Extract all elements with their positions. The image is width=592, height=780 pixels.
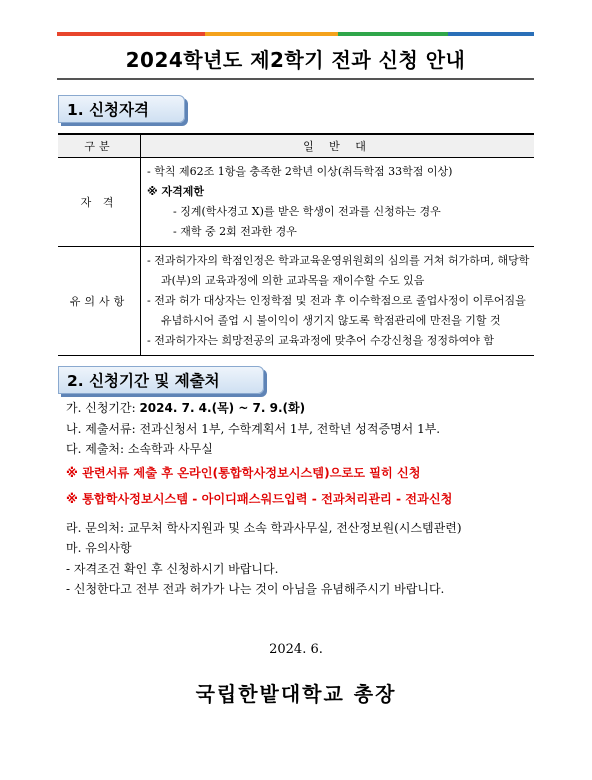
color-bar-orange	[205, 32, 339, 36]
required-documents: 나. 제출서류: 전과신청서 1부, 수학계획서 1부, 전학년 성적증명서 1부.	[66, 421, 441, 436]
caution-line: - 자격조건 확인 후 신청하시기 바랍니다.	[66, 561, 279, 576]
period-label: 가. 신청기간:	[66, 401, 140, 415]
contact-info: 라. 문의처: 교무처 학사지원과 및 소속 학과사무실, 전산정보원(시스템관련)	[66, 520, 462, 535]
column-header-general: 일 반 대	[141, 134, 535, 158]
page-title: 2024학년도 제2학기 전과 신청 안내	[125, 48, 466, 72]
top-color-bar	[57, 32, 534, 36]
section-2-heading: 2. 신청기간 및 제출처	[58, 366, 264, 394]
note-line: - 전과허가자는 희망전공의 교육과정에 맞추어 수강신청을 정정하여야 함	[147, 334, 494, 347]
table-header-row	[58, 134, 534, 158]
restriction-line: - 징계(학사경고 X)를 받은 학생이 전과를 신청하는 경우	[173, 205, 441, 218]
note-line: - 전과 허가 대상자는 인정학점 및 전과 후 이수학점으로 졸업사정이 이루어짐을 유념하시어 졸업 시 불이익이 생기지 않도록 학점관리에 만전을 기할 것	[147, 294, 526, 327]
signature: 국립한밭대학교 총장	[195, 682, 397, 706]
color-bar-blue	[448, 32, 534, 36]
application-period	[66, 398, 536, 419]
system-path-notice: ※ 통합학사정보시스템 - 아이디패스워드입력 - 전과처리관리 - 전과신청	[66, 491, 453, 506]
caution-line: - 신청한다고 전부 전과 허가가 나는 것이 아님을 유념해주시기 바랍니다.	[66, 582, 445, 596]
column-header-category: 구분	[58, 134, 141, 158]
color-bar-green	[338, 32, 448, 36]
application-details	[66, 398, 536, 600]
row-label-notes: 유의사항	[58, 247, 141, 356]
table-row	[58, 158, 534, 247]
title-divider	[57, 78, 534, 80]
period-value: 2024. 7. 4.(목) ~ 7. 9.(화)	[139, 401, 306, 415]
note-line: - 전과허가자의 학점인정은 학과교육운영위원회의 심의를 거쳐 허가하며, 해당학과(부)의 교육과정에 의한 교과목을 재이수할 수도 있음	[147, 254, 530, 287]
submission-place: 다. 제출처: 소속학과 사무실	[66, 442, 213, 456]
restriction-line: - 재학 중 2회 전과한 경우	[173, 225, 297, 238]
row-content-qualification	[141, 158, 535, 247]
row-label-qualification: 자 격	[58, 158, 141, 247]
row-content-notes	[141, 247, 535, 356]
section-1-heading: 1. 신청자격	[58, 95, 185, 123]
eligibility-table	[58, 133, 534, 356]
online-notice: ※ 관련서류 제출 후 온라인(통합학사정보시스템)으로도 필히 신청	[66, 465, 421, 480]
caution-heading: 마. 유의사항	[66, 541, 132, 555]
issue-date: 2024. 6.	[269, 642, 323, 657]
table-row	[58, 247, 534, 356]
qualification-line: - 학칙 제62조 1항을 충족한 2학년 이상(취득학점 33학점 이상)	[147, 165, 453, 178]
restriction-heading: ※ 자격제한	[147, 185, 205, 198]
color-bar-red	[57, 32, 205, 36]
